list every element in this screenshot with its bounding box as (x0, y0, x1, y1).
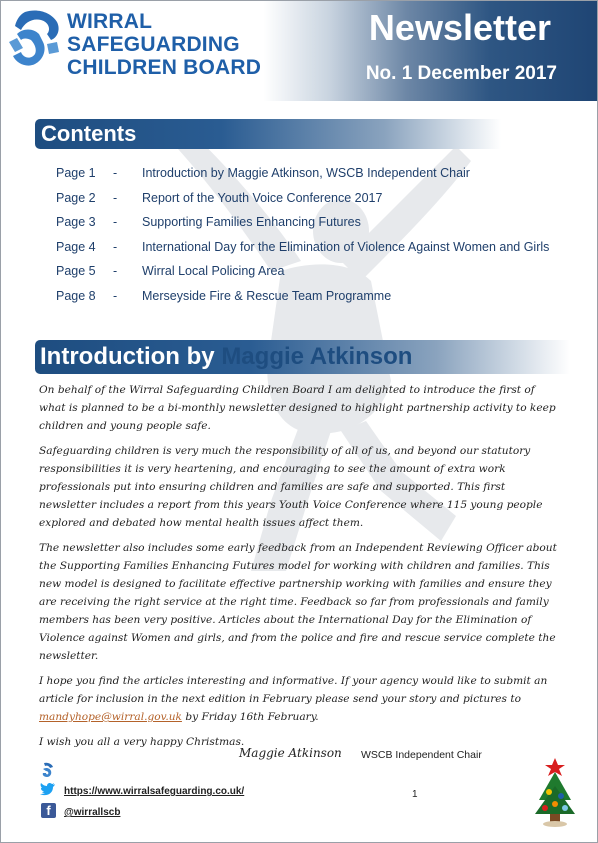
introduction-heading-name: Maggie Atkinson (221, 343, 413, 370)
header-banner (1, 1, 597, 101)
christmas-tree-icon (531, 756, 579, 828)
signoff-title: WSCB Independent Chair (361, 749, 482, 761)
toc-row[interactable] (56, 240, 576, 265)
brand-name (67, 10, 261, 79)
facebook-handle-link[interactable]: @wirrallscb (64, 807, 121, 818)
wscb-small-logo-icon (41, 762, 55, 778)
introduction-body (39, 381, 564, 758)
website-link[interactable]: https://www.wirralsafeguarding.co.uk/ (64, 786, 245, 797)
toc-page-number: Page 8 (56, 288, 96, 303)
contents-list (56, 166, 576, 313)
toc-dash: - (113, 166, 118, 180)
signature: Maggie Atkinson (239, 746, 342, 760)
brand-line-1: WIRRAL (67, 10, 153, 33)
toc-page-number: Page 1 (56, 166, 96, 180)
email-link[interactable]: mandyhope@wirral.gov.uk (39, 711, 182, 723)
toc-title: Supporting Families Enhancing Futures (142, 215, 361, 229)
intro-paragraph-text: by Friday 16th February. (181, 711, 319, 723)
toc-dash: - (113, 239, 118, 254)
toc-dash: - (113, 264, 118, 278)
wscb-logo-icon (7, 8, 65, 68)
page-number: 1 (412, 789, 418, 800)
toc-title: Introduction by Maggie Atkinson, WSCB Independent Chair (142, 166, 470, 180)
toc-page-number: Page 5 (56, 264, 96, 278)
toc-row[interactable] (56, 289, 576, 314)
newsletter-title: Newsletter (368, 7, 551, 48)
toc-title: Merseyside Fire & Rescue Team Programme (142, 288, 392, 303)
intro-paragraph-text: I hope you find the articles interesting and informative. If your agency would like to submit an article for inclusion in the next edition in February please send your story and pictures to (39, 675, 548, 705)
intro-paragraph: On behalf of the Wirral Safeguarding Children Board I am delighted to introduce the first of what is planned to be a bi-monthly newsletter designed to highlight partnership activity to keep children and young people safe. (39, 384, 556, 432)
toc-title: International Day for the Elimination of Violence Against Women and Girls (142, 239, 550, 254)
toc-row[interactable] (56, 166, 576, 191)
intro-paragraph: I wish you all a very happy Christmas. (39, 736, 245, 748)
toc-dash: - (113, 288, 118, 303)
toc-title: Report of the Youth Voice Conference 2017 (142, 190, 383, 205)
intro-paragraph (39, 672, 564, 726)
brand-line-2: SAFEGUARDING (67, 33, 240, 56)
introduction-heading-prefix: Introduction by (40, 343, 222, 370)
contents-heading: Contents (35, 119, 501, 149)
intro-paragraph: The newsletter also includes some early feedback from an Independent Reviewing Officer about the Supporting Families Enhancing Futures model for working with children and families. This new model is designed to facilitate effective partnership working with families and ensure they are receiving the right service at the right time. Feedback so far from professionals and family members has been very positive. Articles about the International Day for the Elimination of Violence against Women and girls, and from the police and fire and rescue service complete the newsletter. (39, 542, 557, 662)
toc-page-number: Page 3 (56, 215, 96, 229)
toc-title: Wirral Local Policing Area (142, 264, 285, 278)
introduction-heading (35, 340, 570, 374)
toc-row[interactable] (56, 215, 576, 240)
toc-page-number: Page 4 (56, 239, 96, 254)
twitter-icon[interactable] (40, 782, 56, 796)
brand-line-3: CHILDREN BOARD (67, 56, 262, 79)
toc-page-number: Page 2 (56, 190, 96, 205)
facebook-icon[interactable]: f (41, 803, 56, 818)
toc-row[interactable] (56, 191, 576, 216)
toc-dash: - (113, 190, 118, 205)
intro-paragraph: Safeguarding children is very much the responsibility of all of us, and beyond our statutory responsibilities it is very heartening, and encouraging to see the amount of extra work professionals put into ensuring children and families are safe and supported. This first newsletter includes a report from this years Youth Voice Conference where 115 young people explored and debated how mental health issues affect them. (39, 445, 543, 529)
issue-date: No. 1 December 2017 (365, 63, 557, 84)
toc-row[interactable] (56, 264, 576, 289)
toc-dash: - (113, 215, 118, 229)
